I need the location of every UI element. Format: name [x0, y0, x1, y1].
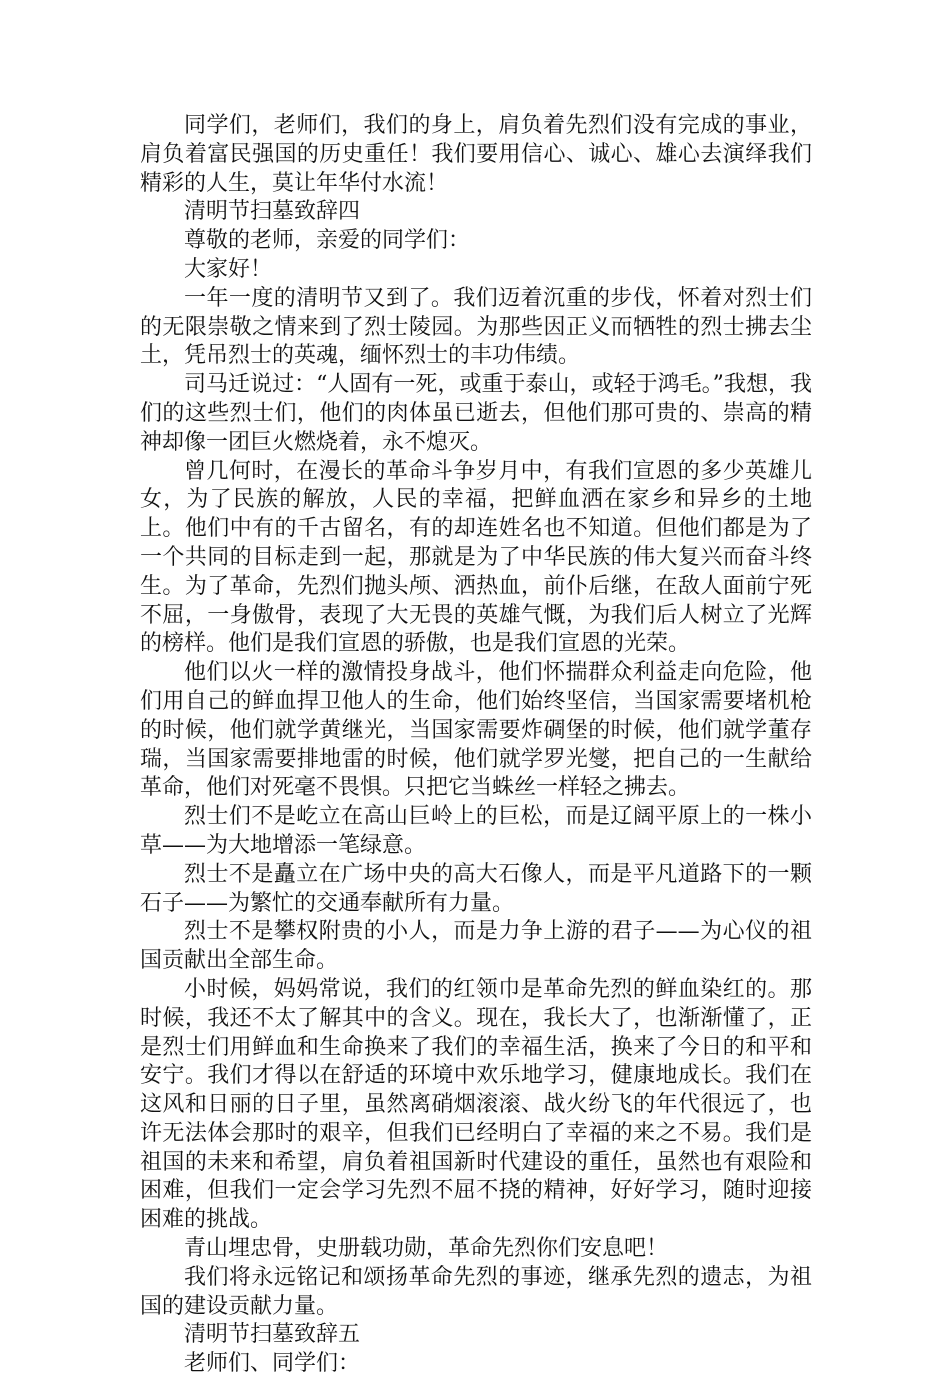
paragraph-closing-previous: 同学们，老师们，我们的身上，肩负着先烈们没有完成的事业，肩负着富民强国的历史重任！我们要用信心、诚心、雄心去演绎我们精彩的人生，莫让年华付水流！: [140, 113, 812, 196]
salutation: 老师们、同学们：: [184, 1351, 361, 1377]
paragraph: 曾几何时，在漫长的革命斗争岁月中，有我们宣恩的多少英雄儿女，为了民族的解放，人民的幸福，把鲜血洒在家乡和异乡的土地上。他们中有的千古留名，有的却连姓名也不知道。但他们都是为了一个共同的目标走到一起，那就是为了中华民族的伟大复兴而奋斗终生。为了革命，先烈们抛头颅、洒热血，前仆后继，在敌人面前宁死不屈，一身傲骨，表现了大无畏的英雄气慨，为我们后人树立了光辉的榜样。他们是我们宣恩的骄傲，也是我们宣恩的光荣。: [140, 458, 812, 657]
salutation: 尊敬的老师，亲爱的同学们：: [184, 228, 471, 254]
section-heading-4: 清明节扫墓致辞四: [184, 199, 361, 225]
paragraph: 青山埋忠骨，史册载功勋，革命先烈你们安息吧！: [184, 1236, 669, 1262]
paragraph: 我们将永远铭记和颂扬革命先烈的事迹，继承先烈的遗志，为祖国的建设贡献力量。: [140, 1264, 812, 1319]
section-heading-5: 清明节扫墓致辞五: [184, 1322, 361, 1348]
greeting: 大家好！: [184, 256, 273, 282]
paragraph: 烈士们不是屹立在高山巨岭上的巨松，而是辽阔平原上的一株小草——为大地增添一笔绿意。: [140, 804, 812, 858]
paragraph: 烈士不是矗立在广场中央的高大石像人，而是平凡道路下的一颗石子——为繁忙的交通奉献所有力量。: [140, 861, 812, 916]
paragraph: 一年一度的清明节又到了。我们迈着沉重的步伐，怀着对烈士们的无限崇敬之情来到了烈士陵园。为那些因正义而牺牲的烈士拂去尘土，凭吊烈士的英魂，缅怀烈士的丰功伟绩。: [140, 285, 812, 369]
paragraph: 司马迁说过：“人固有一死，或重于泰山，或轻于鸿毛。”我想，我们的这些烈士们，他们的肉体虽已逝去，但他们那可贵的、崇高的精神却像一团巨火燃烧着，永不熄灭。: [140, 372, 812, 455]
paragraph: 他们以火一样的激情投身战斗，他们怀揣群众利益走向危险，他们用自己的鲜血捍卫他人的生命，他们始终坚信，当国家需要堵机枪的时候，他们就学黄继光，当国家需要炸碉堡的时候，他们就学董存瑞，当国家需要排地雷的时候，他们就学罗光燮，把自己的一生献给革命，他们对死毫不畏惧。只把它当蛛丝一样轻之拂去。: [140, 660, 812, 801]
paragraph: 烈士不是攀权附贵的小人，而是力争上游的君子——为心仪的祖国贡献出全部生命。: [140, 919, 812, 974]
document-body: [140, 112, 812, 1379]
paragraph: 小时候，妈妈常说，我们的红领巾是革命先烈的鲜血染红的。那时候，我还不太了解其中的含义。现在，我长大了，也渐渐懂了，正是烈士们用鲜血和生命换来了我们的幸福生活，换来了今日的和平和安宁。我们才得以在舒适的环境中欢乐地学习，健康地成长。我们在这风和日丽的日子里，虽然离硝烟滚滚、战火纷飞的年代很远了，也许无法体会那时的艰辛，但我们已经明白了幸福的来之不易。我们是祖国的未来和希望，肩负着祖国新时代建设的重任，虽然也有艰险和困难，但我们一定会学习先烈不屈不挠的精神，好好学习，随时迎接困难的挑战。: [140, 976, 812, 1233]
